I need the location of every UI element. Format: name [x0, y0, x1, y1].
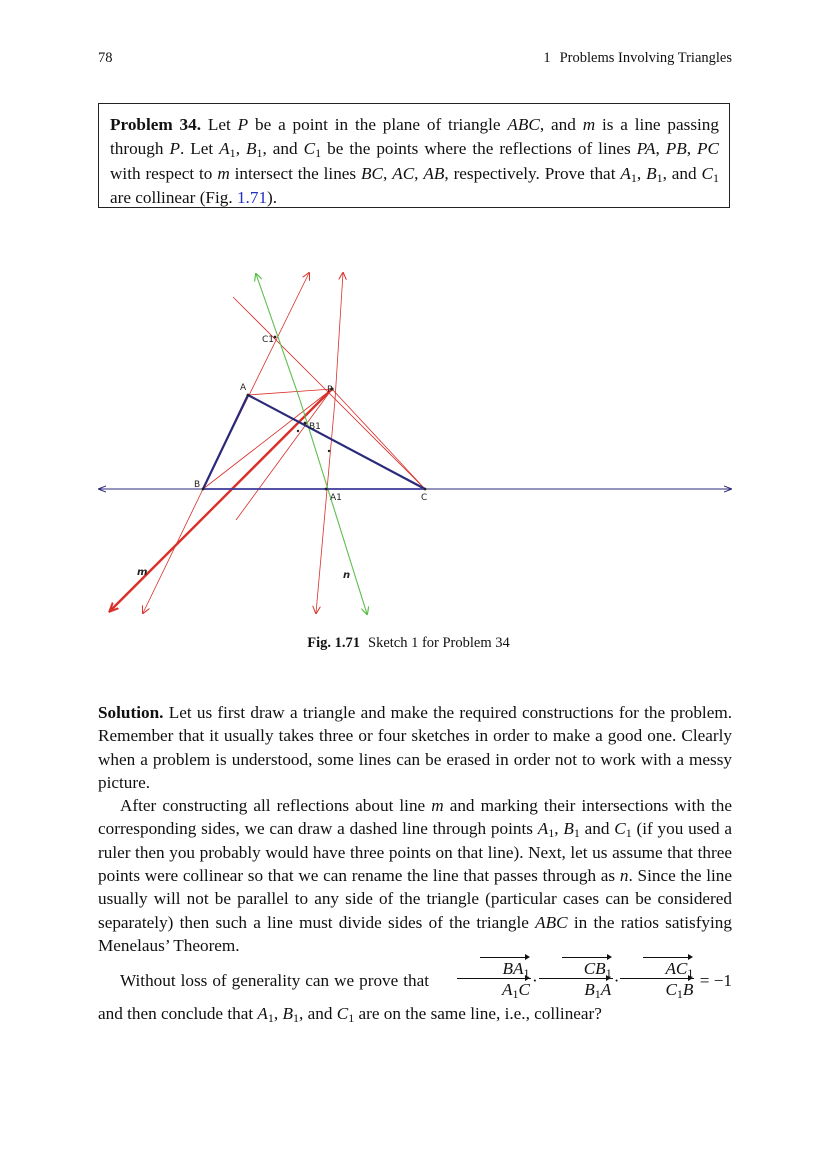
figure-caption — [0, 635, 817, 652]
label-a1: A1 — [330, 493, 342, 503]
label-c: C — [421, 493, 428, 503]
geometry-sketch — [0, 255, 817, 625]
problem-text: Problem 34. Let P be a point in the plane of triangle ABC, and m is a line passing through P. Let $A_1$, $B_1$, and $C_1$ be the points where the reflections of lines PA, PB, PC with respect to m intersect the lines BC, AC, AB, respectively. Prove that $A_1$, $B_1$, and $C_1$ are collinear (Fig. 1.71). — [110, 115, 720, 208]
label-n: n — [343, 570, 351, 581]
reflection-lines — [143, 273, 428, 613]
caption-text: Sketch 1 for Problem 34 — [368, 635, 510, 651]
label-b1: B1 — [309, 422, 321, 432]
figure-1-71 — [0, 255, 817, 625]
fraction-cb1-over-b1a: $\frac{CB_1}{B_1A}$ — [539, 960, 613, 998]
problem-statement-box — [98, 103, 730, 208]
solution-paragraph-2: After constructing all reflections about line m and marking their intersections with the corresponding sides, we can draw a dashed line through points $A_1$, $B_1$ and $C_1$ (if you used a ruler then you probably would have three points on that line). Next, let us assume that three points were collinear so that we can rename the line that passes through as n. Since the line usually will not be parallel to any side of the triangle (particular cases can be considered separately) then such a line must divide sides of the triangle ABC in the ratios satisfying Menelaus’ Theorem. — [98, 796, 732, 955]
solution-paragraph-1: Solution. Let us first draw a triangle and make the required constructions for the problem. Remember that it usually takes three or four sketches in order to make a good one. Clearly when a problem is understood, some lines can be erased in order not to work with a messy picture. — [98, 703, 732, 792]
chapter-number: 1 — [543, 50, 551, 66]
solution-section — [98, 701, 732, 1025]
menelaus-ratio-equation: $\frac{BA_1}{A_1C}$ · $\frac{CB_1}{B_1A}$ · $\frac{AC_1}{C_1B}$ = −1 — [434, 963, 732, 1001]
chapter-title — [543, 50, 732, 67]
label-a: A — [240, 383, 247, 393]
fraction-ac1-over-c1b: $\frac{AC_1}{C_1B}$ — [620, 960, 694, 998]
label-p: P — [327, 385, 333, 395]
problem-label: Problem 34. — [110, 115, 202, 134]
label-b: B — [194, 480, 201, 490]
solution-label: Solution. — [98, 703, 164, 722]
point-labels — [137, 335, 427, 581]
label-m: m — [137, 567, 148, 578]
triangle-abc — [203, 395, 425, 489]
chapter-title-text: Problems Involving Triangles — [559, 50, 732, 66]
label-c1: C1 — [262, 335, 275, 345]
figure-reference-link[interactable]: 1.71 — [236, 188, 268, 208]
page-number: 78 — [98, 50, 113, 66]
caption-label: Fig. 1.71 — [307, 635, 360, 651]
running-header — [98, 50, 732, 70]
line-n — [256, 274, 367, 614]
fraction-ba1-over-a1c: $\frac{BA_1}{A_1C}$ — [457, 960, 531, 998]
solution-paragraph-3: Without loss of generality can we prove that $\frac{BA_1}{A_1C}$ · $\frac{CB_1}{B_1A}$ · $\frac{AC_1}{C_1B}$ = −1 and then conclude that $A_1$, $B_1$, and $C_1$ are on the same line, i.e., collinear? — [98, 959, 732, 1025]
